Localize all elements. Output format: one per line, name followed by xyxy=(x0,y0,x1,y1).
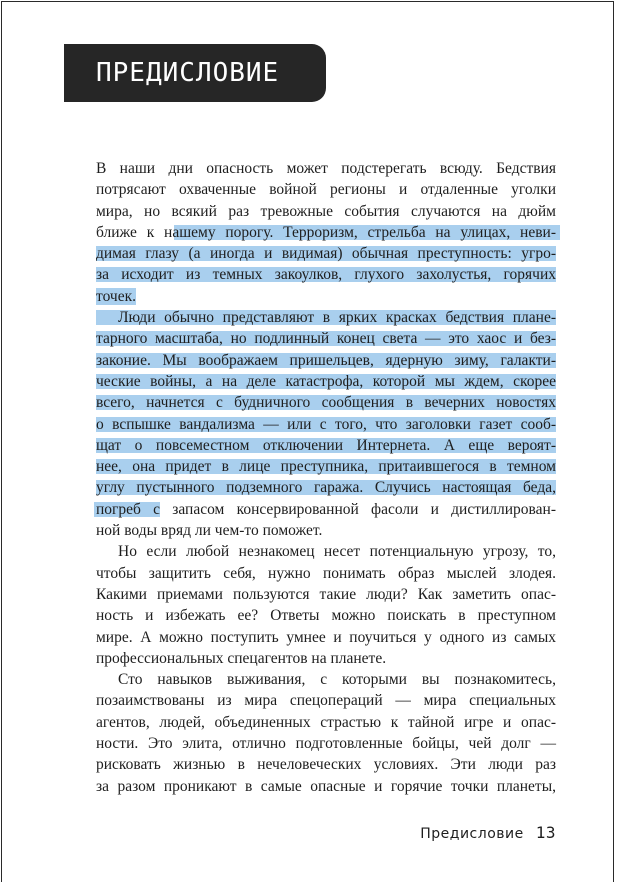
text-line: чтобы защитить себя, нужно понимать образ мыслей злодея. xyxy=(96,564,556,582)
chapter-title: ПРЕДИСЛОВИЕ xyxy=(96,58,280,88)
text-line-highlighted: всего, начнется с будничного сообщения в вечерних новостях xyxy=(96,392,556,413)
text-line: Какими приемами пользуются такие люди? Как заметить опас- xyxy=(96,585,556,603)
text-line-content: ближе к нашему порогу. Терроризм, стрельба на улицах, неви- xyxy=(96,223,556,241)
text-line-highlighted: щат о повсеместном отключении Интернета. А еще вероят- xyxy=(96,435,556,456)
text-line-content: погреб с запасом консервированной фасоли и дистиллирован- xyxy=(96,500,556,518)
paragraph xyxy=(96,158,556,307)
highlighted-text: точек. xyxy=(96,287,136,305)
text-line: рисковать жизнью в нечеловеческих условиях. Эти люди раз xyxy=(96,756,556,774)
text-line: В наши дни опасность может подстерегать всюду. Бедствия xyxy=(96,160,556,177)
text-line: ность и избежать ее? Ответы можно поискать в преступном xyxy=(96,607,556,625)
text-line: за разом проникают в самые опасные и горячие точки планеты, xyxy=(96,777,556,795)
text-line: мире. А можно поступить умнее и поучиться у одного из самых xyxy=(96,628,556,646)
text-line-partially-highlighted xyxy=(96,222,556,243)
text-line-highlighted: нее, она придет в лице преступника, притаившегося в темном xyxy=(96,456,556,477)
text-line-highlighted: ческие войны, а на деле катастрофа, которой мы ждем, скорее xyxy=(96,371,556,392)
text-line-highlighted: тарного масштаба, но подлинный конец света — это хаос и без- xyxy=(96,328,556,349)
text-line-highlighted: законие. Мы воображаем пришельцев, ядерную зиму, галакти- xyxy=(96,350,556,371)
text-line-partially-highlighted xyxy=(96,499,556,520)
chapter-header xyxy=(64,44,326,102)
footer-section-title: Предисловие xyxy=(420,826,524,842)
text-line-highlighted xyxy=(96,286,556,307)
text-line-highlighted: димая глазу (а иногда и видимая) обычная преступность: угро- xyxy=(96,243,556,264)
text-line: позаимствованы из мира спецопераций — мира специальных xyxy=(96,692,556,710)
page-number: 13 xyxy=(535,823,556,842)
text-line: мира, но всякий раз тревожные события случаются на дюйм xyxy=(96,202,556,220)
text-line: ности. Это элита, отлично подготовленные бойцы, чей долг — xyxy=(96,735,556,753)
text-line-highlighted: о вспышке вандализма — или с того, что заголовки газет сооб- xyxy=(96,414,556,435)
text-line: ной воды вряд ли чем-то поможет. xyxy=(96,522,323,540)
paragraph xyxy=(96,541,556,669)
text-line-highlighted: Люди обычно представляют в ярких красках бедствия плане- xyxy=(96,307,556,328)
text-line: агентов, людей, объединенных страстью к тайной игре и опас- xyxy=(96,713,556,731)
text-line-highlighted: углу пустынного подземного гаража. Случись настоящая беда, xyxy=(96,477,556,498)
paragraph xyxy=(96,307,556,541)
text-line: Но если любой незнакомец несет потенциальную угрозу, то, xyxy=(118,543,556,561)
page-footer xyxy=(420,823,556,842)
text-line: потрясают охваченные войной регионы и отдаленные уголки xyxy=(96,181,556,199)
text-line: профессиональных спецагентов на планете. xyxy=(96,649,387,667)
text-line-highlighted: за исходит из темных закоулков, глухого захолустья, горячих xyxy=(96,264,556,285)
body-text xyxy=(96,158,556,797)
text-line: Сто навыков выживания, с которыми вы познакомитесь, xyxy=(118,671,556,689)
paragraph xyxy=(96,669,556,797)
